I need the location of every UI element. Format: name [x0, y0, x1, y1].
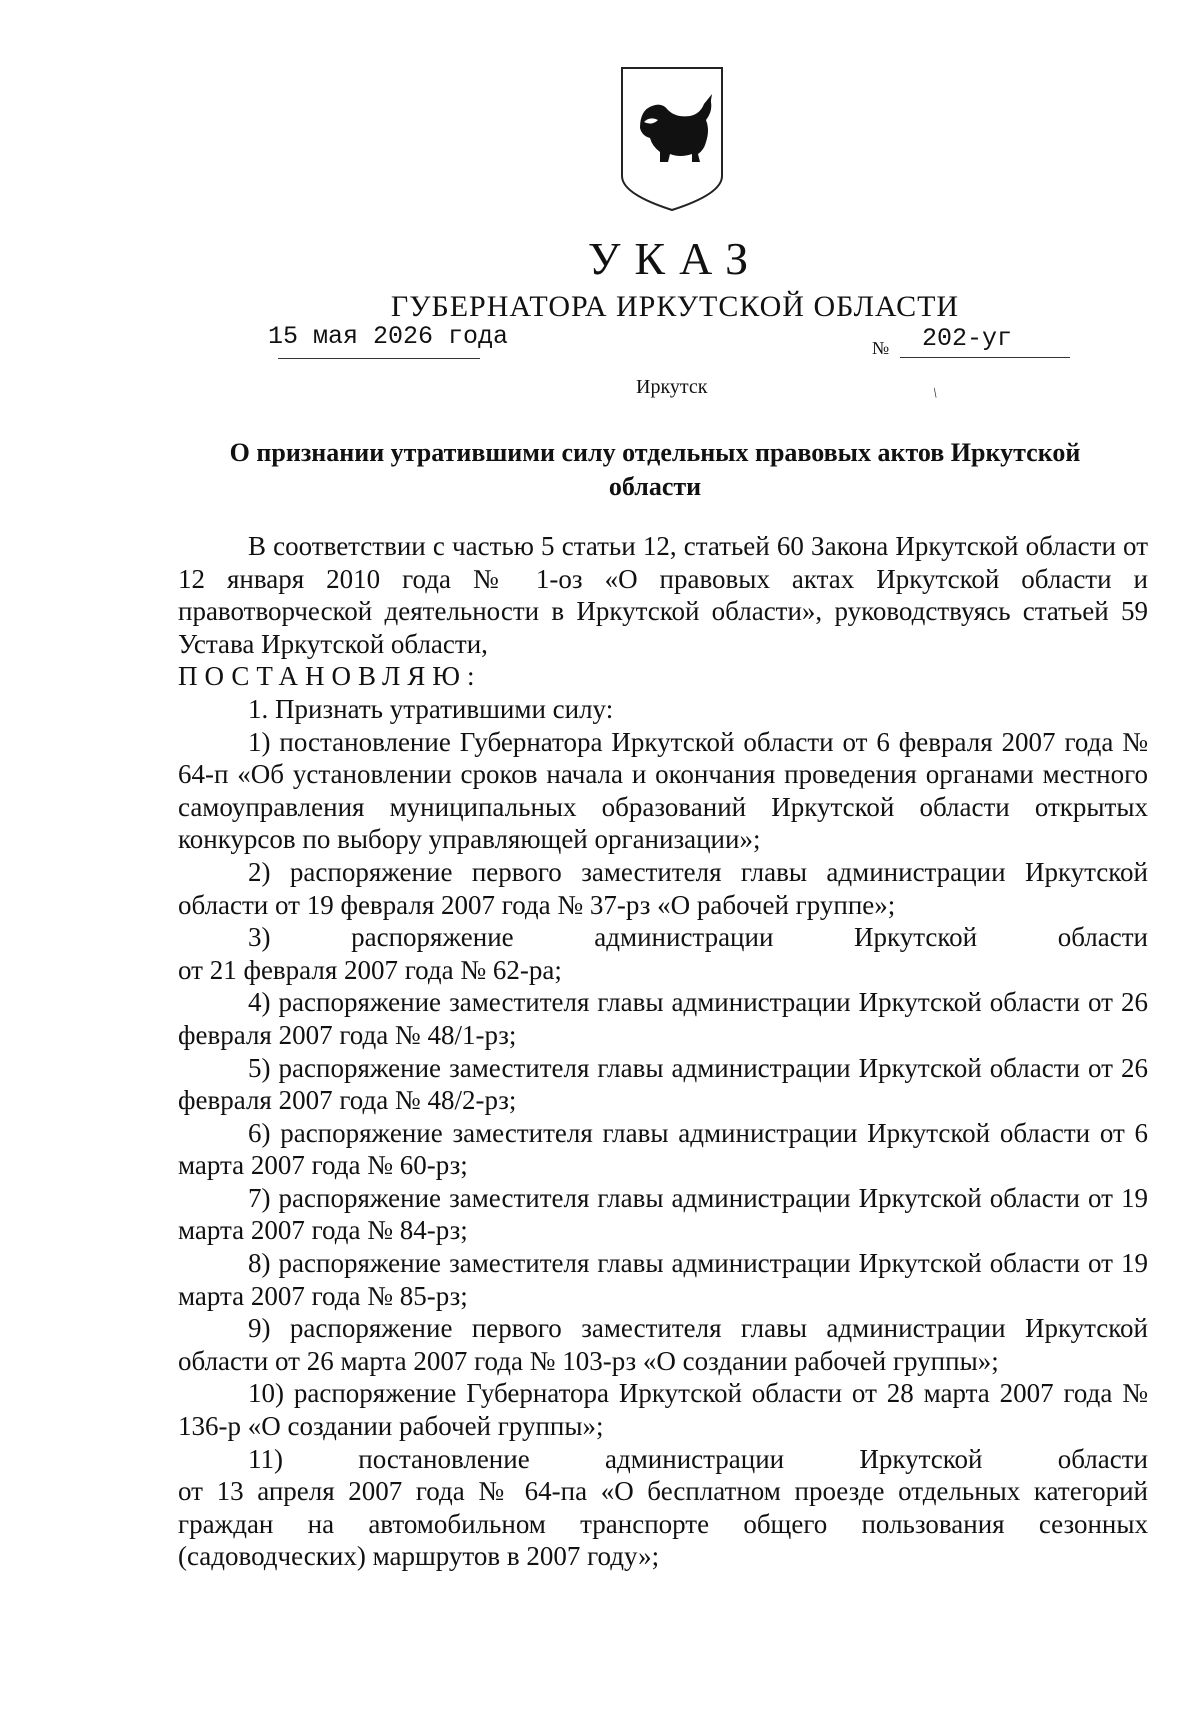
- document-title: УКАЗ: [587, 233, 763, 284]
- subitem-9: 9) распоряжение первого заместителя главы администрации Иркутской области от 26 марта 2007 года № 103-рз «О создании рабочей группы»;: [178, 1313, 1148, 1376]
- preamble-paragraph: В соответствии с частью 5 статьи 12, статьей 60 Закона Иркутской области от 12 января 2010 года № 1-оз «О правовых актах Иркутской области и правотворческой деятельности в Иркутской области», руководствуясь статьей 59 Устава Иркутской области,: [178, 531, 1148, 659]
- subitem-3-line-2: от 21 февраля 2007 года № 62-ра;: [178, 954, 562, 985]
- subitem-7: 7) распоряжение заместителя главы администрации Иркутской области от 19 марта 2007 года № 84-рз;: [178, 1182, 1148, 1246]
- subitem-11-line-1: 11) постановление администрации Иркутской области: [248, 1443, 1148, 1474]
- decree-word: ПОСТАНОВЛЯЮ:: [178, 661, 482, 692]
- subitem-2: 2) распоряжение первого заместителя главы администрации Иркутской области от 19 февраля 2007 года № 37-рз «О рабочей группе»;: [178, 856, 1148, 920]
- subitem-3-line-1: 3) распоряжение администрации Иркутской области: [248, 922, 1148, 953]
- number-underline: [900, 357, 1070, 358]
- subitem-5: 5) распоряжение заместителя главы администрации Иркутской области от 26 февраля 2007 года № 48/2-рз;: [178, 1052, 1148, 1116]
- subitem-11-line-2: от 13 апреля 2007 года № 64-па «О бесплатном проезде отдельных категорий граждан на автомобильном транспорте общего пользования сезонных (садоводческих) маршрутов в 2007 году»;: [178, 1476, 1148, 1572]
- document-number: 202-уг: [922, 324, 1013, 353]
- heading-line-2: области: [608, 472, 702, 501]
- coat-of-arms-emblem: [618, 66, 726, 212]
- document-subtitle: ГУБЕРНАТОРА ИРКУТСКОЙ ОБЛАСТИ: [390, 290, 960, 323]
- document-heading: [180, 436, 1130, 504]
- item-1: 1. Признать утратившими силу:: [248, 693, 614, 724]
- subitem-10: 10) распоряжение Губернатора Иркутской области от 28 марта 2007 года № 136-р «О создании рабочей группы»;: [178, 1378, 1148, 1442]
- subitem-4: 4) распоряжение заместителя главы администрации Иркутской области от 26 февраля 2007 года № 48/1-рз;: [178, 987, 1148, 1050]
- document-body: [178, 530, 1148, 1573]
- subitem-6: 6) распоряжение заместителя главы администрации Иркутской области от 6 марта 2007 года № 60-рз;: [178, 1117, 1148, 1181]
- subitem-8: 8) распоряжение заместителя главы администрации Иркутской области от 19 марта 2007 года № 85-рз;: [178, 1248, 1148, 1311]
- city-name: Иркутск: [636, 376, 708, 398]
- number-sign: №: [872, 338, 890, 358]
- heading-line-1: О признании утратившими силу отдельных правовых актов Иркутской: [229, 438, 1081, 467]
- date-underline: [278, 358, 480, 359]
- pen-tick-mark: /: [930, 386, 942, 402]
- subitem-1: 1) постановление Губернатора Иркутской области от 6 февраля 2007 года № 64-п «Об установлении сроков начала и окончания проведения органами местного самоуправления муниципальных образований Иркутской области открытых конкурсов по выбору управляющей организации»;: [178, 726, 1148, 855]
- document-date: 15 мая 2026 года: [268, 322, 509, 351]
